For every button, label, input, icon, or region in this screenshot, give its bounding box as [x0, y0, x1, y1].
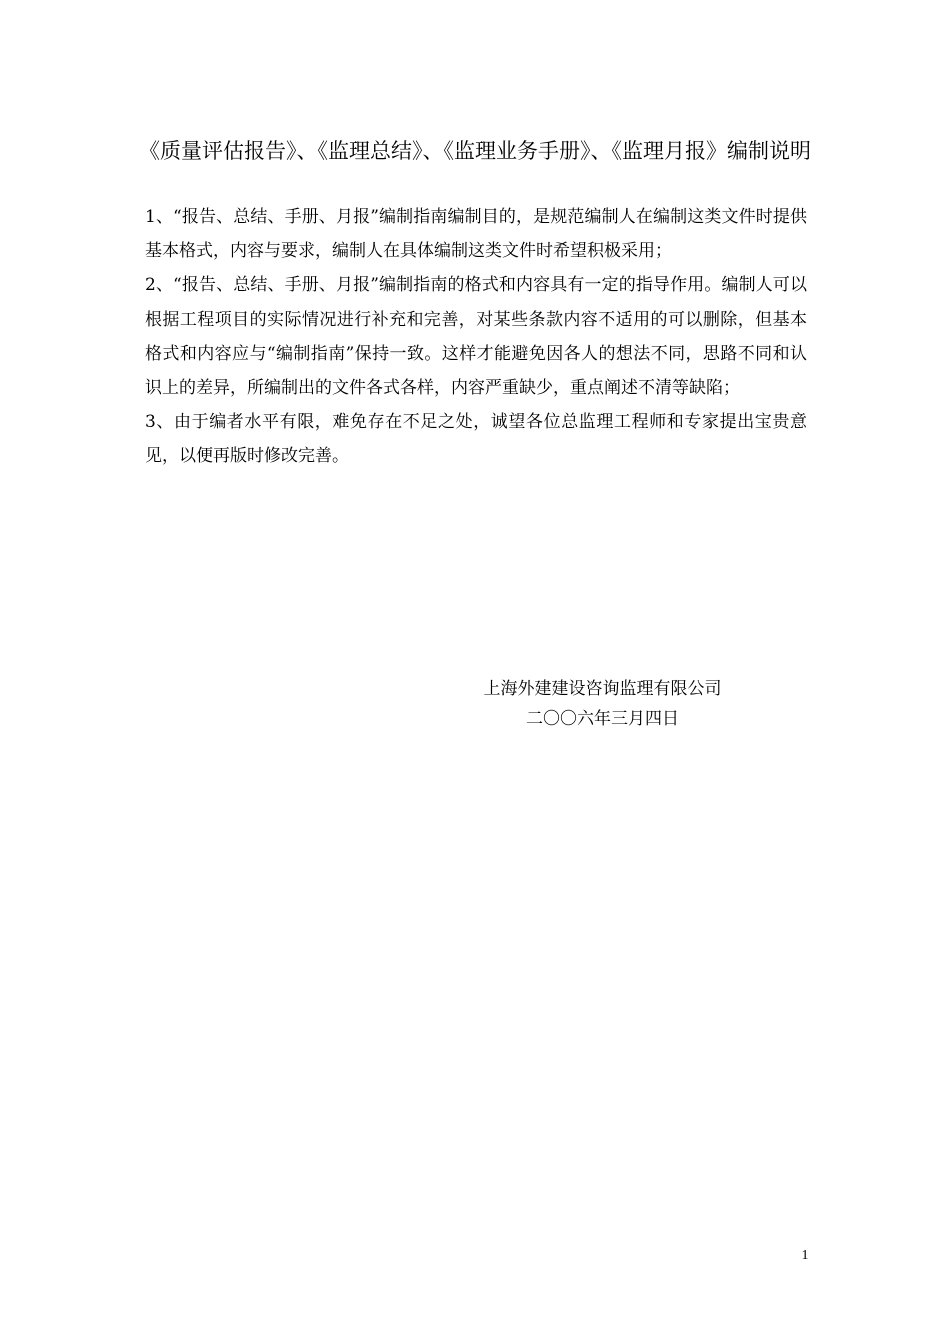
page-number: 1 — [801, 1248, 809, 1263]
signature-date: 二〇〇六年三月四日 — [526, 709, 679, 729]
signature-block — [430, 674, 775, 734]
paragraph-2: 2、“报告、总结、手册、月报”编制指南的格式和内容具有一定的指导作用。编制人可以根据工程项目的实际情况进行补充和完善，对某些条款内容不适用的可以删除，但基本格式和内容应与“编制指南”保持一致。这样才能避免因各人的想法不同，思路不同和认识上的差异，所编制出的文件各式各样，内容严重缺少，重点阐述不清等缺陷； — [145, 275, 807, 399]
company-name: 上海外建建设咨询监理有限公司 — [483, 679, 722, 699]
document-title: 《质量评估报告》、《监理总结》、《监理业务手册》、《监理月报》编制说明 — [139, 139, 811, 163]
paragraph-1: 1、“报告、总结、手册、月报”编制指南编制目的，是规范编制人在编制这类文件时提供基本格式，内容与要求，编制人在具体编制这类文件时希望积极采用； — [145, 207, 807, 262]
document-body — [145, 200, 807, 474]
paragraph-3: 3、由于编者水平有限，难免存在不足之处，诚望各位总监理工程师和专家提出宝贵意见，以便再版时修改完善。 — [145, 412, 807, 467]
